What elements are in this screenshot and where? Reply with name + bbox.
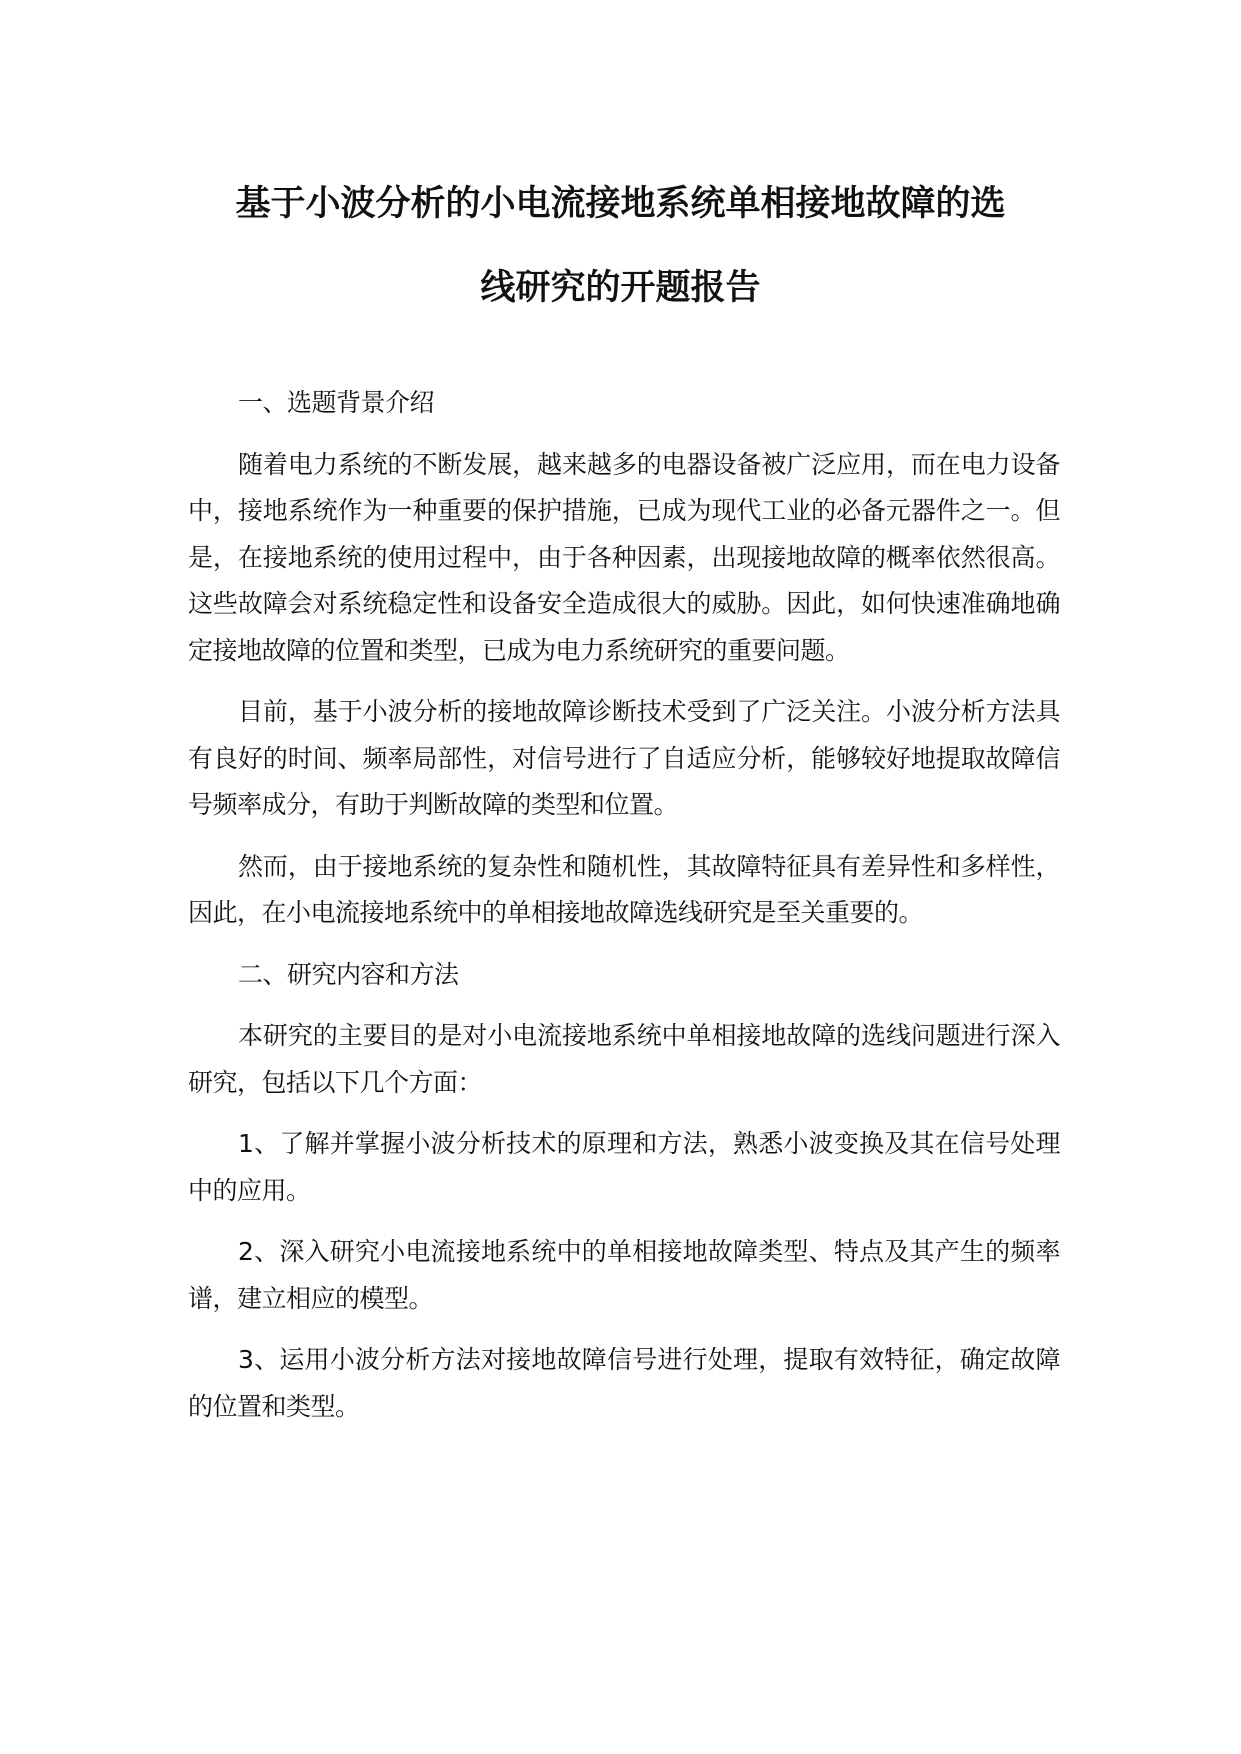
paragraph-background-2: 目前，基于小波分析的接地故障诊断技术受到了广泛关注。小波分析方法具有良好的时间、频率局部性，对信号进行了自适应分析，能够较好地提取故障信号频率成分，有助于判断故障的类型和位置。	[188, 697, 1060, 819]
document-body	[188, 380, 1060, 1445]
paragraph-content-intro: 本研究的主要目的是对小电流接地系统中单相接地故障的选线问题进行深入研究，包括以下几个方面：	[188, 1021, 1060, 1097]
list-item-2: 2、深入研究小电流接地系统中的单相接地故障类型、特点及其产生的频率谱，建立相应的模型。	[188, 1237, 1060, 1313]
document-title-line-1: 基于小波分析的小电流接地系统单相接地故障的选	[235, 184, 1006, 224]
list-item-3: 3、运用小波分析方法对接地故障信号进行处理，提取有效特征，确定故障的位置和类型。	[188, 1345, 1060, 1421]
paragraph-background-3: 然而，由于接地系统的复杂性和随机性，其故障特征具有差异性和多样性，因此，在小电流接地系统中的单相接地故障选线研究是至关重要的。	[188, 851, 1060, 927]
document-title-line-2: 线研究的开题报告	[480, 268, 761, 308]
section-heading-content-methods: 二、研究内容和方法	[238, 959, 459, 989]
section-heading-background: 一、选题背景介绍	[238, 388, 435, 417]
paragraph-background-1: 随着电力系统的不断发展，越来越多的电器设备被广泛应用，而在电力设备中，接地系统作为一种重要的保护措施，已成为现代工业的必备元器件之一。但是，在接地系统的使用过程中，由于各种因素，出现接地故障的概率依然很高。这些故障会对系统稳定性和设备安全造成很大的威胁。因此，如何快速准确地确定接地故障的位置和类型，已成为电力系统研究的重要问题。	[188, 449, 1060, 665]
list-item-1: 1、了解并掌握小波分析技术的原理和方法，熟悉小波变换及其在信号处理中的应用。	[188, 1129, 1060, 1205]
